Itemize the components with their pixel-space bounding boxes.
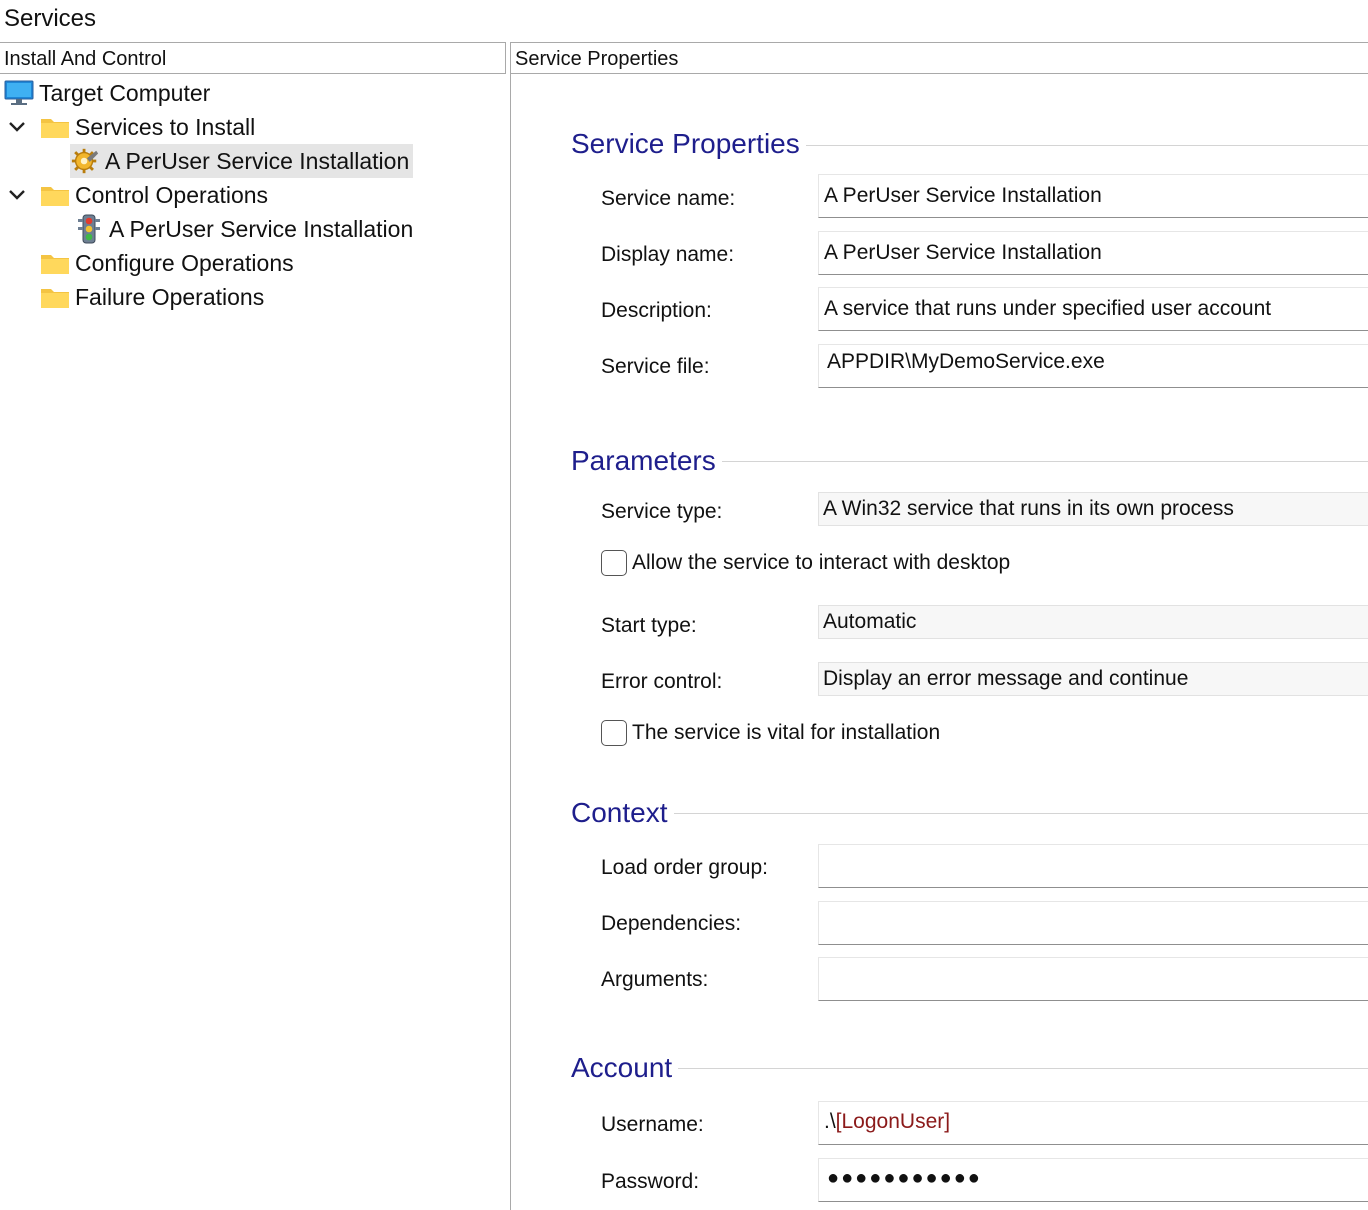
service-type-dropdown[interactable]: A Win32 service that runs in its own process [818,492,1368,526]
tree-item-label: A PerUser Service Installation [109,215,414,242]
start-type-label: Start type: [601,614,697,637]
section-divider [571,813,1368,814]
tree-item-target-computer[interactable] [4,76,210,110]
section-divider [571,1068,1368,1069]
section-title-account: Account [571,1052,678,1084]
vital-checkbox[interactable] [601,720,627,746]
description-field[interactable]: A service that runs under specified user account [818,287,1368,331]
chevron-down-icon[interactable] [6,116,28,138]
left-pane [0,42,506,1210]
right-pane [511,42,1368,1210]
traffic-light-icon [74,215,104,243]
load-order-group-label: Load order group: [601,856,768,879]
service-name-field[interactable]: A PerUser Service Installation [818,174,1368,218]
password-field[interactable]: ●●●●●●●●●●● [818,1158,1368,1202]
username-prefix: .\ [824,1110,836,1133]
load-order-group-field[interactable] [818,844,1368,888]
password-label: Password: [601,1170,700,1193]
display-name-label: Display name: [601,243,735,266]
tree-item-label: A PerUser Service Installation [105,147,410,174]
chevron-down-icon[interactable] [6,184,28,206]
error-control-label: Error control: [601,670,723,693]
tree-item-peruser-service-control[interactable] [74,212,413,246]
service-name-label: Service name: [601,187,736,210]
right-pane-header: Service Properties [511,42,1368,74]
interact-desktop-label: Allow the service to interact with desktop [632,551,1011,574]
arguments-label: Arguments: [601,968,709,991]
display-name-field[interactable]: A PerUser Service Installation [818,231,1368,275]
service-file-field[interactable]: APPDIR\MyDemoService.exe [818,344,1368,388]
vital-checkbox-row[interactable] [601,720,940,746]
vital-label: The service is vital for installation [632,721,941,744]
start-type-dropdown[interactable]: Automatic [818,605,1368,639]
service-gear-icon [70,147,100,175]
tree-item-configure-operations[interactable] [40,246,294,280]
app-title: Services [4,5,97,32]
tree-item-label: Failure Operations [75,283,265,310]
dependencies-label: Dependencies: [601,912,742,935]
tree-item-label: Target Computer [39,79,211,106]
interact-desktop-checkbox-row[interactable] [601,550,1010,576]
section-title-parameters: Parameters [571,445,722,477]
tree-item-peruser-service-installation[interactable] [70,144,413,178]
username-field[interactable] [818,1101,1368,1145]
left-pane-header: Install And Control [0,42,506,74]
username-label: Username: [601,1113,704,1136]
tree-item-label: Services to Install [75,113,256,140]
arguments-field[interactable] [818,957,1368,1001]
section-title-context: Context [571,797,674,829]
dependencies-field[interactable] [818,901,1368,945]
folder-icon [40,113,70,141]
username-variable: [LogonUser] [835,1110,951,1133]
folder-icon [40,283,70,311]
monitor-icon [4,79,34,107]
folder-icon [40,181,70,209]
tree-item-label: Control Operations [75,181,269,208]
tree-item-label: Configure Operations [75,249,294,276]
tree-item-services-to-install[interactable] [6,110,255,144]
description-label: Description: [601,299,712,322]
service-file-label: Service file: [601,355,710,378]
service-type-label: Service type: [601,500,723,523]
folder-icon [40,249,70,277]
tree-item-failure-operations[interactable] [40,280,264,314]
tree-item-control-operations[interactable] [6,178,268,212]
section-title-service-properties: Service Properties [571,128,806,160]
interact-desktop-checkbox[interactable] [601,550,627,576]
error-control-dropdown[interactable]: Display an error message and continue [818,662,1368,696]
